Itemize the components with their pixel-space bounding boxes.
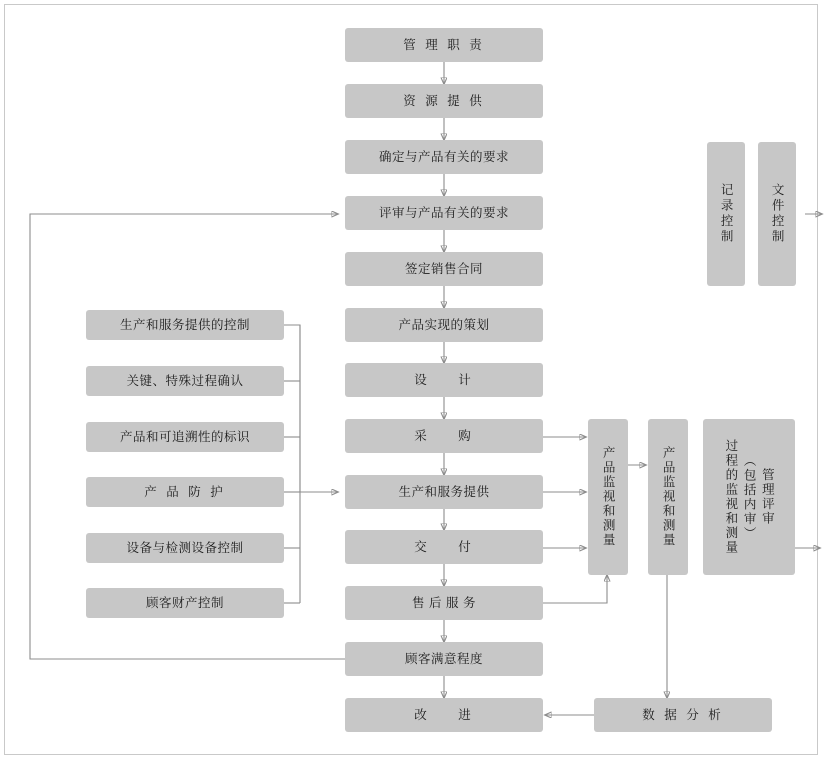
node-management-review-label: 管理评审 xyxy=(760,468,775,526)
node-resource-provision[interactable]: 资 源 提 供 xyxy=(345,84,543,118)
node-data-analysis[interactable]: 数 据 分 析 xyxy=(594,698,772,732)
node-preservation-of-product[interactable]: 产 品 防 护 xyxy=(86,477,284,507)
node-management-responsibility[interactable]: 管 理 职 责 xyxy=(345,28,543,62)
node-purchasing[interactable]: 采 购 xyxy=(345,419,543,453)
node-product-monitoring-measurement-2[interactable]: 产品监视和测量 xyxy=(648,419,688,575)
node-after-sales-service[interactable]: 售 后 服 务 xyxy=(345,586,543,620)
node-control-of-production-and-service[interactable]: 生产和服务提供的控制 xyxy=(86,310,284,340)
node-product-realization-planning[interactable]: 产品实现的策划 xyxy=(345,308,543,342)
node-equipment-and-measuring-device-control[interactable]: 设备与检测设备控制 xyxy=(86,533,284,563)
node-customer-satisfaction[interactable]: 顾客满意程度 xyxy=(345,642,543,676)
node-delivery[interactable]: 交 付 xyxy=(345,530,543,564)
node-improvement[interactable]: 改 进 xyxy=(345,698,543,732)
node-product-monitoring-measurement-1[interactable]: 产品监视和测量 xyxy=(588,419,628,575)
node-review-product-requirements[interactable]: 评审与产品有关的要求 xyxy=(345,196,543,230)
node-identification-and-traceability[interactable]: 产品和可追溯性的标识 xyxy=(86,422,284,452)
node-validation-of-special-processes[interactable]: 关键、特殊过程确认 xyxy=(86,366,284,396)
node-customer-property-control[interactable]: 顾客财产控制 xyxy=(86,588,284,618)
node-production-and-service-provision[interactable]: 生产和服务提供 xyxy=(345,475,543,509)
node-sign-sales-contract[interactable]: 签定销售合同 xyxy=(345,252,543,286)
node-design[interactable]: 设 计 xyxy=(345,363,543,397)
node-process-monitoring-measurement-label: 过程的监视和测量 xyxy=(723,439,738,555)
node-determine-product-requirements[interactable]: 确定与产品有关的要求 xyxy=(345,140,543,174)
node-records-control[interactable]: 记录控制 xyxy=(707,142,745,286)
node-including-internal-audit-label: （包括内审） xyxy=(742,453,757,541)
node-management-review-group[interactable] xyxy=(703,419,795,575)
node-document-control[interactable]: 文件控制 xyxy=(758,142,796,286)
